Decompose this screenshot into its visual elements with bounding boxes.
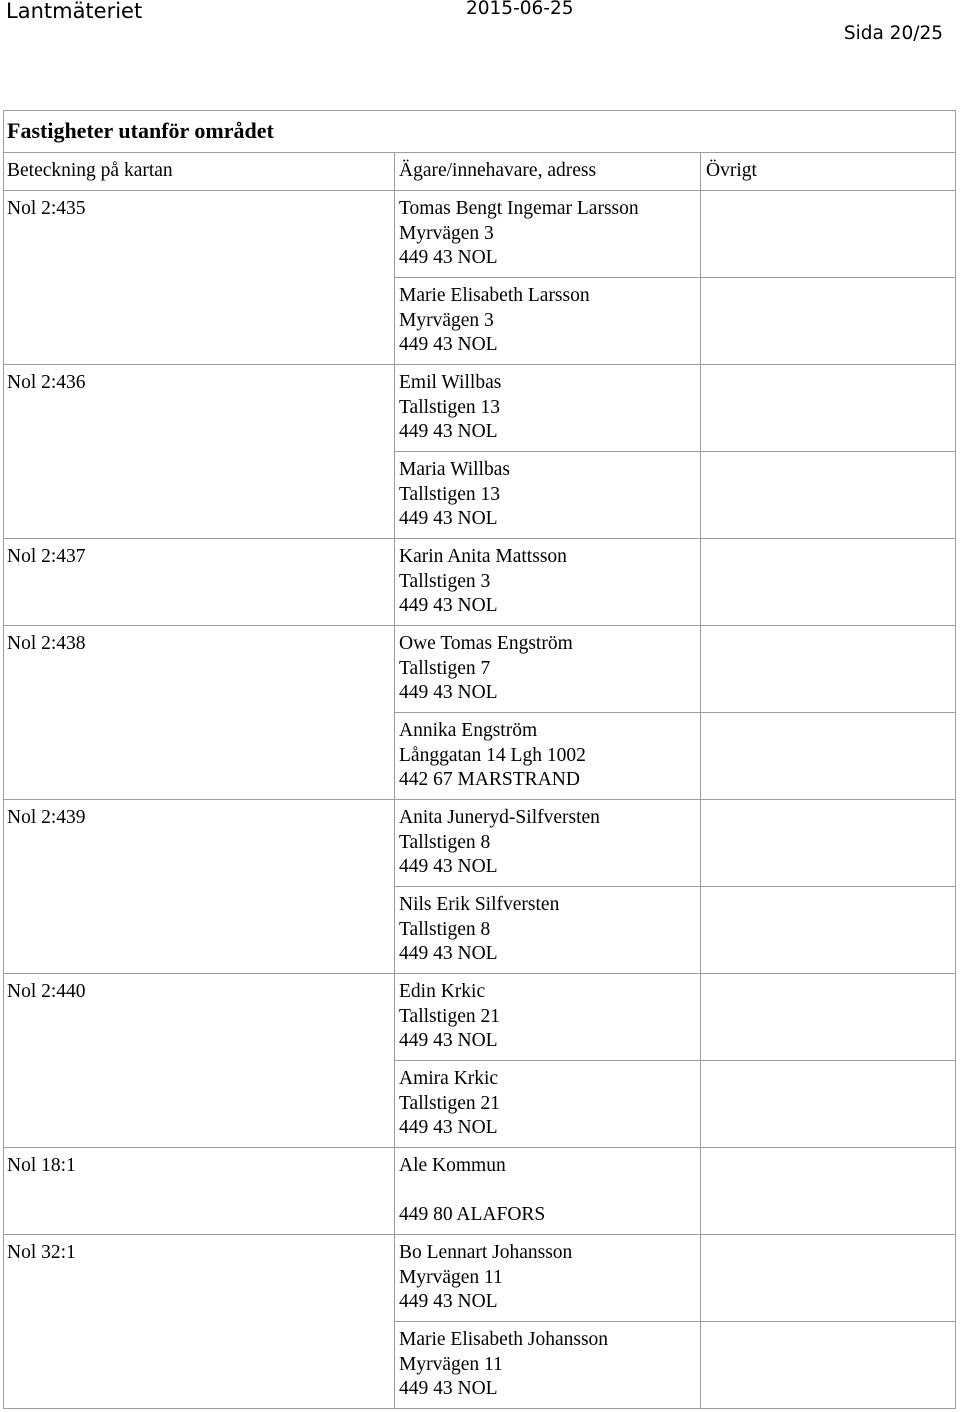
- owner-postal-address: 442 67 MARSTRAND: [399, 769, 580, 790]
- properties-table: [3, 110, 956, 1409]
- column-header-other: Övrigt: [701, 153, 956, 191]
- owner-entry: [395, 191, 701, 278]
- table-title: Fastigheter utanför området: [4, 111, 956, 153]
- owner-entry: [395, 1148, 701, 1235]
- owner-postal-address: 449 80 ALAFORS: [399, 1204, 546, 1225]
- column-header-designation: Beteckning på kartan: [4, 153, 395, 191]
- owner-street: Tallstigen 21: [399, 1092, 500, 1114]
- owner-postal-address: 449 43 NOL: [399, 1117, 498, 1138]
- owner-postal-address: 449 43 NOL: [399, 421, 498, 442]
- owner-name: Nils Erik Silfversten: [399, 894, 560, 915]
- owner-street-blank-line: [399, 1179, 696, 1204]
- owner-name: Amira Krkic: [399, 1068, 499, 1089]
- owner-entry: [395, 887, 701, 974]
- other-cell: [701, 1061, 956, 1148]
- owner-entry: [395, 452, 701, 539]
- column-header-owner: Ägare/innehavare, adress: [395, 153, 701, 191]
- owner-postal-address: 449 43 NOL: [399, 334, 498, 355]
- other-cell: [701, 626, 956, 713]
- owner-name: Tomas Bengt Ingemar Larsson: [399, 198, 639, 219]
- property-designation: Nol 2:436: [4, 365, 395, 539]
- owner-name: Marie Elisabeth Larsson: [399, 285, 590, 306]
- other-cell: [701, 278, 956, 365]
- owner-street: Tallstigen 8: [399, 831, 491, 853]
- page-number: Sida 20/25: [843, 23, 943, 44]
- owner-street: Tallstigen 21: [399, 1005, 500, 1027]
- owner-street: Myrvägen 11: [399, 1353, 503, 1375]
- other-cell: [701, 365, 956, 452]
- owner-street: Tallstigen 8: [399, 918, 491, 940]
- owner-postal-address: 449 43 NOL: [399, 856, 498, 877]
- owner-name: Marie Elisabeth Johansson: [399, 1329, 609, 1350]
- owner-street: Myrvägen 11: [399, 1266, 503, 1288]
- property-designation: Nol 2:439: [4, 800, 395, 974]
- property-designation: Nol 32:1: [4, 1235, 395, 1409]
- owner-postal-address: 449 43 NOL: [399, 247, 498, 268]
- owner-name: Annika Engström: [399, 720, 538, 741]
- other-cell: [701, 974, 956, 1061]
- owner-entry: [395, 974, 701, 1061]
- owner-entry: [395, 1061, 701, 1148]
- owner-postal-address: 449 43 NOL: [399, 508, 498, 529]
- owner-name: Karin Anita Mattsson: [399, 546, 567, 567]
- owner-name: Anita Juneryd-Silfversten: [399, 807, 600, 828]
- owner-entry: [395, 278, 701, 365]
- other-cell: [701, 713, 956, 800]
- owner-street: Tallstigen 7: [399, 657, 491, 679]
- owner-name: Maria Willbas: [399, 459, 510, 480]
- owner-street: Myrvägen 3: [399, 309, 494, 331]
- owner-entry: [395, 539, 701, 626]
- owner-name: Emil Willbas: [399, 372, 502, 393]
- other-cell: [701, 1235, 956, 1322]
- other-cell: [701, 539, 956, 626]
- owner-postal-address: 449 43 NOL: [399, 1030, 498, 1051]
- organization-name: Lantmäteriet: [6, 0, 143, 23]
- owner-street: Myrvägen 3: [399, 222, 494, 244]
- owner-entry: [395, 365, 701, 452]
- owner-postal-address: 449 43 NOL: [399, 1291, 498, 1312]
- other-cell: [701, 452, 956, 539]
- property-designation: Nol 2:440: [4, 974, 395, 1148]
- other-cell: [701, 1148, 956, 1235]
- owner-entry: [395, 1322, 701, 1409]
- owner-entry: [395, 713, 701, 800]
- owner-entry: [395, 800, 701, 887]
- owner-street: Tallstigen 13: [399, 396, 500, 418]
- property-designation: Nol 18:1: [4, 1148, 395, 1235]
- other-cell: [701, 191, 956, 278]
- owner-entry: [395, 1235, 701, 1322]
- other-cell: [701, 800, 956, 887]
- owner-street: Långgatan 14 Lgh 1002: [399, 744, 586, 766]
- other-cell: [701, 887, 956, 974]
- other-cell: [701, 1322, 956, 1409]
- owner-postal-address: 449 43 NOL: [399, 1378, 498, 1399]
- property-designation: Nol 2:437: [4, 539, 395, 626]
- owner-street: Tallstigen 3: [399, 570, 491, 592]
- document-date: 2015-06-25: [466, 0, 574, 19]
- owner-name: Edin Krkic: [399, 981, 486, 1002]
- owner-street: Tallstigen 13: [399, 483, 500, 505]
- property-designation: Nol 2:435: [4, 191, 395, 365]
- owner-entry: [395, 626, 701, 713]
- owner-name: Ale Kommun: [399, 1155, 506, 1176]
- owner-postal-address: 449 43 NOL: [399, 682, 498, 703]
- owner-name: Owe Tomas Engström: [399, 633, 573, 654]
- owner-postal-address: 449 43 NOL: [399, 595, 498, 616]
- owner-postal-address: 449 43 NOL: [399, 943, 498, 964]
- property-designation: Nol 2:438: [4, 626, 395, 800]
- owner-name: Bo Lennart Johansson: [399, 1242, 573, 1263]
